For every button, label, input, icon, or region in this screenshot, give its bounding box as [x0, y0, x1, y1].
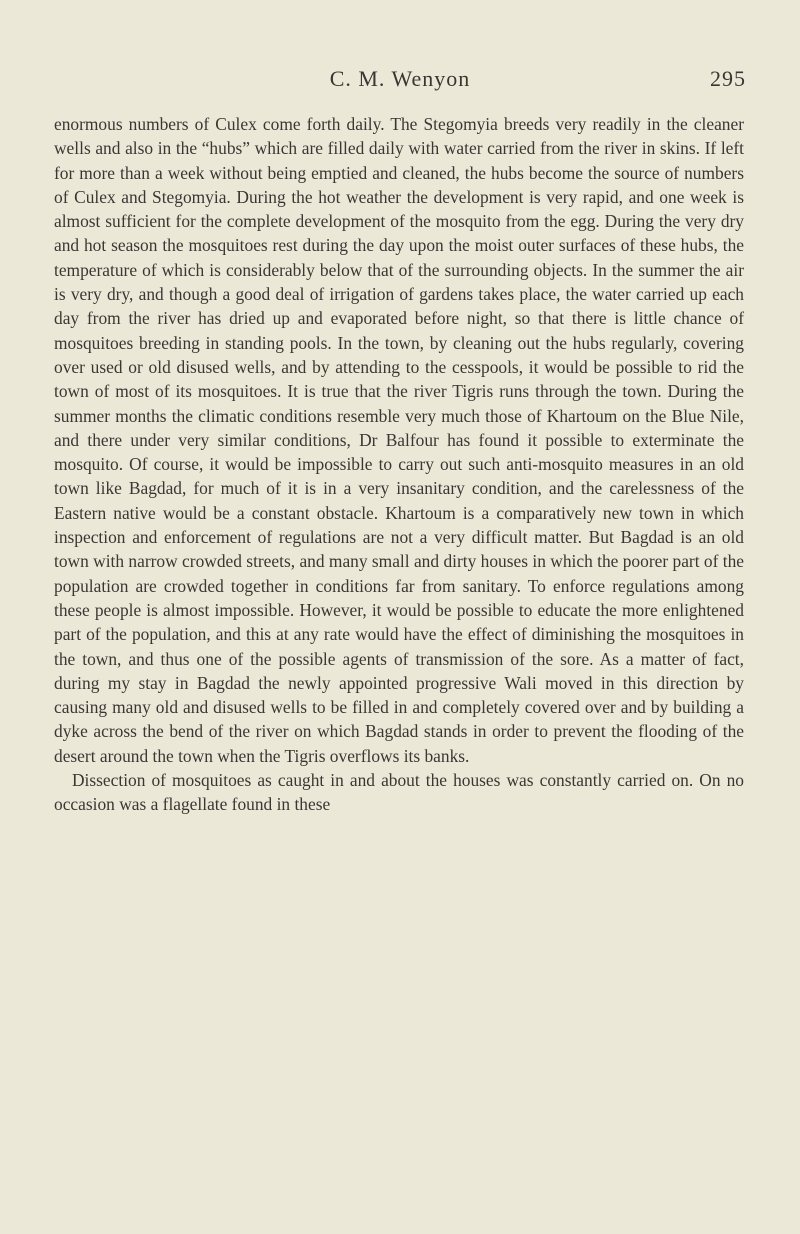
paragraph: enormous numbers of Culex come forth daily. The Stegomyia breeds very readily in the cleaner wells and also in the “hubs” which are filled daily with water carried from the river in skins. If left for more than a week without being emptied and cleaned, the hubs become the source of numbers of Culex and Stegomyia. During the hot weather the development is very rapid, and one week is almost sufficient for the complete development of the mosquito from the egg. During the very dry and hot season the mosquitoes rest during the day upon the moist outer surfaces of these hubs, the temperature of which is considerably below that of the surrounding objects. In the summer the air is very dry, and though a good deal of irrigation of gardens takes place, the water carried up each day from the river has dried up and evaporated before night, so that there is little chance of mosquitoes breeding in standing pools. In the town, by cleaning out the hubs regularly, covering over used or old disused wells, and by attending to the cesspools, it would be possible to rid the town of most of its mosquitoes. It is true that the river Tigris runs through the town. During the summer months the climatic conditions resemble very much those of Khartoum on the Blue Nile, and there under very similar conditions, Dr Balfour has found it possible to exterminate the mosquito. Of course, it would be impossible to carry out such anti-mosquito measures in an old town like Bagdad, for much of it is in a very insanitary condition, and the carelessness of the Eastern native would be a constant obstacle. Khartoum is a comparatively new town in which inspection and enforcement of regulations are not a very difficult matter. But Bagdad is an old town with narrow crowded streets, and many small and dirty houses in which the poorer part of the population are crowded together in conditions far from sanitary. To enforce regulations among these people is almost impossible. However, it would be possible to educate the more enlightened part of the population, and this at any rate would have the effect of diminishing the mosquitoes in the town, and thus one of the possible agents of transmission of the sore. As a matter of fact, during my stay in Bagdad the newly appointed progressive Wali moved in this direction by causing many old and disused wells to be filled in and completely covered over and by building a dyke across the bend of the river on which Bagdad stands in order to prevent the flooding of the desert around the town when the Tigris overflows its banks. — [54, 114, 744, 766]
paragraph: Dissection of mosquitoes as caught in and about the houses was constantly carried on. On no occasion was a flagellate found in these — [54, 770, 744, 815]
page-header — [54, 66, 746, 98]
page-number: 295 — [710, 66, 746, 91]
running-head: C. M. Wenyon — [329, 66, 471, 91]
body-text — [54, 112, 744, 817]
